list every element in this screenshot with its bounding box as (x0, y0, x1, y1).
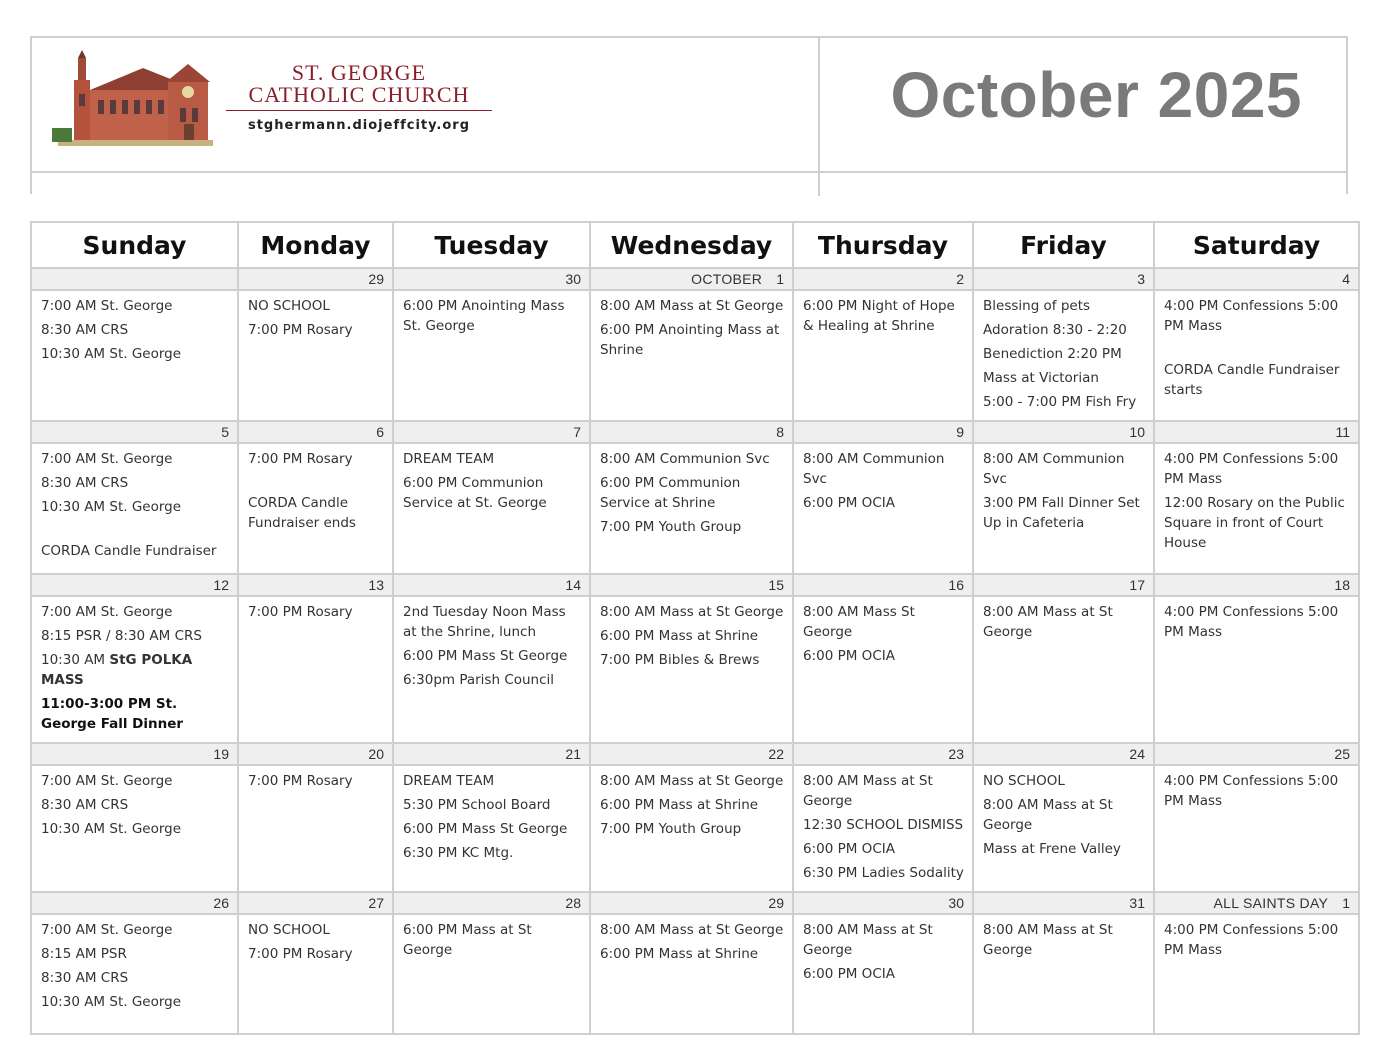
event-item: 8:00 AM Mass at St George (803, 773, 933, 809)
day-number: 20 (368, 746, 384, 762)
day-events-cell (393, 914, 590, 1034)
day-number-cell (590, 421, 793, 443)
day-number-cell (31, 892, 238, 914)
day-events-cell (238, 596, 393, 743)
events-row (31, 443, 1359, 574)
day-number: 14 (565, 577, 581, 593)
event-item: 7:00 PM Youth Group (600, 821, 742, 837)
event-item: 6:00 PM Mass at Shrine (600, 946, 759, 962)
event-item: 8:30 AM CRS (41, 797, 129, 813)
day-events-cell (793, 596, 973, 743)
event-item: 8:00 AM Communion Svc (600, 451, 770, 467)
calendar-body (31, 268, 1359, 1034)
day-number-cell (1154, 421, 1359, 443)
event-item: 6:30 PM KC Mtg. (403, 845, 514, 861)
day-number-cell (393, 574, 590, 596)
day-number-cell (1154, 574, 1359, 596)
day-number: 28 (565, 895, 581, 911)
day-number: 24 (1129, 746, 1145, 762)
event-time: 10:30 AM (41, 652, 110, 668)
event-spacer (1164, 340, 1350, 360)
day-number-cell (31, 574, 238, 596)
event-item: 6:00 PM Mass St George (403, 648, 568, 664)
event-item: 8:00 AM Mass at St George (983, 604, 1113, 640)
month-title: October 2025 (890, 59, 1302, 131)
event-item: DREAM TEAM (403, 773, 495, 789)
day-number-cell (393, 421, 590, 443)
day-number-cell (1154, 892, 1359, 914)
day-number-cell (31, 421, 238, 443)
event-item: 6:00 PM Mass St George (403, 821, 568, 837)
day-number-cell (238, 421, 393, 443)
event-item: 4:00 PM Confessions 5:00 PM Mass (1164, 773, 1339, 809)
day-number: 30 (565, 271, 581, 287)
day-number-cell (793, 743, 973, 765)
day-events-cell (590, 290, 793, 421)
event-item: 6:00 PM Communion Service at St. George (403, 475, 547, 511)
event-item: 4:00 PM Confessions 5:00 PM Mass (1164, 298, 1339, 334)
event-item: Mass at Victorian (983, 370, 1099, 386)
events-row (31, 596, 1359, 743)
event-item: 10:30 AM St. George (41, 346, 182, 362)
event-item: 10:30 AM St. George (41, 499, 182, 515)
weekday-monday: Monday (238, 222, 393, 268)
day-number: 13 (368, 577, 384, 593)
event-item: 10:30 AM St. George (41, 994, 182, 1010)
day-number: 1 (1342, 895, 1350, 911)
day-number: 17 (1129, 577, 1145, 593)
day-number: 18 (1334, 577, 1350, 593)
event-item: 6:30 PM Ladies Sodality (803, 865, 964, 881)
day-number: 23 (948, 746, 964, 762)
header-divider-horizontal (32, 171, 1346, 173)
event-item: NO SCHOOL (248, 298, 330, 314)
day-number-cell (973, 421, 1154, 443)
day-events-cell (1154, 443, 1359, 574)
day-events-cell (393, 443, 590, 574)
event-item: CORDA Candle Fundraiser starts (1164, 362, 1340, 398)
day-events-cell (973, 765, 1154, 892)
event-item: 6:00 PM OCIA (803, 648, 895, 664)
day-events-cell (1154, 596, 1359, 743)
day-number-cell (31, 743, 238, 765)
day-number: 16 (948, 577, 964, 593)
logo-divider (226, 110, 492, 111)
day-number-cell (793, 574, 973, 596)
event-item: 7:00 PM Rosary (248, 604, 353, 620)
day-events-cell (793, 290, 973, 421)
date-number-row (31, 743, 1359, 765)
day-events-cell (973, 596, 1154, 743)
event-item: 7:00 AM St. George (41, 451, 173, 467)
event-item: 5:00 - 7:00 PM Fish Fry (983, 394, 1137, 410)
day-number: 2 (956, 271, 964, 287)
event-item: 3:00 PM Fall Dinner Set Up in Cafeteria (983, 495, 1140, 531)
event-item: 8:30 AM CRS (41, 475, 129, 491)
date-number-row (31, 574, 1359, 596)
day-events-cell (973, 914, 1154, 1034)
date-number-row (31, 421, 1359, 443)
day-number: 9 (956, 424, 964, 440)
event-item: CORDA Candle Fundraiser ends (248, 495, 356, 531)
day-number-cell (973, 892, 1154, 914)
day-number-cell (238, 268, 393, 290)
day-number-cell (1154, 268, 1359, 290)
day-events-cell (31, 443, 238, 574)
event-item: 7:00 AM St. George (41, 298, 173, 314)
day-events-cell (31, 290, 238, 421)
event-item: 5:30 PM School Board (403, 797, 551, 813)
day-number: 12 (213, 577, 229, 593)
event-item: 4:00 PM Confessions 5:00 PM Mass (1164, 922, 1339, 958)
day-events-cell (31, 596, 238, 743)
day-number-cell (393, 743, 590, 765)
day-number: 25 (1334, 746, 1350, 762)
event-item: 10:30 AM St. George (41, 821, 182, 837)
events-row (31, 765, 1359, 892)
day-events-cell (393, 596, 590, 743)
event-item: NO SCHOOL (248, 922, 330, 938)
event-item: 8:00 AM Mass at St George (803, 922, 933, 958)
event-spacer (41, 521, 229, 541)
weekday-friday: Friday (973, 222, 1154, 268)
event-item: 7:00 PM Rosary (248, 322, 353, 338)
day-number-cell (393, 892, 590, 914)
events-row (31, 290, 1359, 421)
event-item: 6:00 PM OCIA (803, 966, 895, 982)
event-item: 7:00 AM St. George (41, 922, 173, 938)
event-item: 6:00 PM Anointing Mass St. George (403, 298, 565, 334)
event-item: 7:00 AM St. George (41, 604, 173, 620)
event-item: 8:00 AM Mass at St George (600, 773, 784, 789)
event-spacer (248, 473, 384, 493)
day-events-cell (1154, 914, 1359, 1034)
event-item: DREAM TEAM (403, 451, 495, 467)
church-name-line1: ST. GEORGE (291, 60, 427, 85)
day-events-cell (238, 443, 393, 574)
day-number-cell (238, 743, 393, 765)
day-number: 29 (368, 271, 384, 287)
day-events-cell (973, 443, 1154, 574)
day-number: 31 (1129, 895, 1145, 911)
event-item: Blessing of pets (983, 298, 1091, 314)
event-item: 4:00 PM Confessions 5:00 PM Mass (1164, 451, 1339, 487)
event-item: 8:00 AM Communion Svc (983, 451, 1125, 487)
day-events-cell (393, 765, 590, 892)
event-item: Adoration 8:30 - 2:20 (983, 322, 1127, 338)
event-item: 6:00 PM Communion Service at Shrine (600, 475, 741, 511)
event-item: 12:30 SCHOOL DISMISS (803, 817, 964, 833)
day-number-cell (590, 892, 793, 914)
event-item: 6:00 PM Night of Hope & Healing at Shrine (803, 298, 955, 334)
weekday-header-row (31, 222, 1359, 268)
event-item: NO SCHOOL (983, 773, 1065, 789)
day-number: 5 (221, 424, 229, 440)
event-item: 6:00 PM Mass at St George (403, 922, 532, 958)
church-name-line2: CATHOLIC CHURCH (248, 82, 470, 107)
day-events-cell (793, 443, 973, 574)
day-number: 27 (368, 895, 384, 911)
day-number: 8 (776, 424, 784, 440)
day-number-cell (973, 574, 1154, 596)
day-events-cell (31, 765, 238, 892)
event-item: 7:00 PM Rosary (248, 773, 353, 789)
day-number-cell (973, 743, 1154, 765)
event-item: 6:00 PM Anointing Mass at Shrine (600, 322, 780, 358)
day-number-cell (393, 268, 590, 290)
day-number-cell (590, 574, 793, 596)
day-events-cell (973, 290, 1154, 421)
day-number: 15 (768, 577, 784, 593)
calendar-grid (30, 221, 1360, 1035)
weekday-wednesday: Wednesday (590, 222, 793, 268)
event-item: 12:00 Rosary on the Public Square in front of Court House (1164, 495, 1345, 551)
day-number-cell (590, 743, 793, 765)
weekday-saturday: Saturday (1154, 222, 1359, 268)
day-events-cell (31, 914, 238, 1034)
event-item: 8:00 AM Mass at St George (983, 922, 1113, 958)
event-item: 6:30pm Parish Council (403, 672, 555, 688)
event-item-highlight (41, 650, 229, 690)
day-number-cell (973, 268, 1154, 290)
day-events-cell (793, 765, 973, 892)
day-events-cell (238, 290, 393, 421)
event-item: 7:00 PM Youth Group (600, 519, 742, 535)
day-number: 21 (565, 746, 581, 762)
day-label: OCTOBER (691, 271, 763, 287)
day-events-cell (238, 914, 393, 1034)
day-number: 7 (573, 424, 581, 440)
event-item: 6:00 PM Mass at Shrine (600, 628, 759, 644)
event-item: 8:00 AM Mass at St George (983, 797, 1113, 833)
weekday-thursday: Thursday (793, 222, 973, 268)
event-item: 2nd Tuesday Noon Mass at the Shrine, lunch (403, 604, 566, 640)
day-number-cell (238, 892, 393, 914)
event-item: 8:00 AM Mass at St George (600, 604, 784, 620)
church-name (224, 62, 494, 106)
day-number: 19 (213, 746, 229, 762)
event-item: 7:00 AM St. George (41, 773, 173, 789)
day-events-cell (590, 765, 793, 892)
day-events-cell (590, 443, 793, 574)
day-events-cell (793, 914, 973, 1034)
day-number: 11 (1335, 424, 1350, 440)
day-number: 6 (376, 424, 384, 440)
church-building-icon (48, 50, 218, 150)
day-number-cell (793, 268, 973, 290)
events-row (31, 914, 1359, 1034)
event-item: 4:00 PM Confessions 5:00 PM Mass (1164, 604, 1339, 640)
event-item: 8:00 AM Mass at St George (600, 298, 784, 314)
day-number: 29 (768, 895, 784, 911)
calendar-header (30, 36, 1348, 194)
event-item: 7:00 PM Rosary (248, 451, 353, 467)
day-number: 26 (213, 895, 229, 911)
day-label: ALL SAINTS DAY (1213, 895, 1329, 911)
event-item: Benediction 2:20 PM (983, 346, 1122, 362)
day-events-cell (590, 596, 793, 743)
event-item: 7:00 PM Bibles & Brews (600, 652, 760, 668)
event-item: 8:00 AM Mass St George (803, 604, 915, 640)
church-logo (48, 50, 498, 150)
event-item: 8:00 AM Communion Svc (803, 451, 945, 487)
event-item: Mass at Frene Valley (983, 841, 1121, 857)
event-item: 6:00 PM OCIA (803, 495, 895, 511)
day-events-cell (1154, 290, 1359, 421)
day-events-cell (590, 914, 793, 1034)
day-number: 3 (1137, 271, 1145, 287)
day-number-cell (1154, 743, 1359, 765)
day-number: 4 (1342, 271, 1350, 287)
event-item: 8:00 AM Mass at St George (600, 922, 784, 938)
event-title-bold: StG POLKA MASS (41, 652, 193, 688)
event-item-bold: 11:00-3:00 PM St. George Fall Dinner (41, 696, 184, 732)
day-number-cell (793, 421, 973, 443)
day-events-cell (238, 765, 393, 892)
day-number-cell (238, 574, 393, 596)
event-item: 6:00 PM Mass at Shrine (600, 797, 759, 813)
event-item: 8:15 PSR / 8:30 AM CRS (41, 628, 202, 644)
day-number-cell (793, 892, 973, 914)
day-number-cell (31, 268, 238, 290)
event-item: CORDA Candle Fundraiser (41, 543, 217, 559)
date-number-row (31, 268, 1359, 290)
event-item: 7:00 PM Rosary (248, 946, 353, 962)
day-number-cell (590, 268, 793, 290)
day-number: 22 (768, 746, 784, 762)
event-item: 8:15 AM PSR (41, 946, 127, 962)
date-number-row (31, 892, 1359, 914)
day-events-cell (393, 290, 590, 421)
weekday-tuesday: Tuesday (393, 222, 590, 268)
church-website: stghermann.diojeffcity.org (247, 118, 471, 133)
day-number: 1 (776, 271, 784, 287)
event-item: 6:00 PM OCIA (803, 841, 895, 857)
day-events-cell (1154, 765, 1359, 892)
event-item: 8:30 AM CRS (41, 970, 129, 986)
event-item: 8:30 AM CRS (41, 322, 129, 338)
day-number: 30 (948, 895, 964, 911)
weekday-sunday: Sunday (31, 222, 238, 268)
day-number: 10 (1129, 424, 1145, 440)
